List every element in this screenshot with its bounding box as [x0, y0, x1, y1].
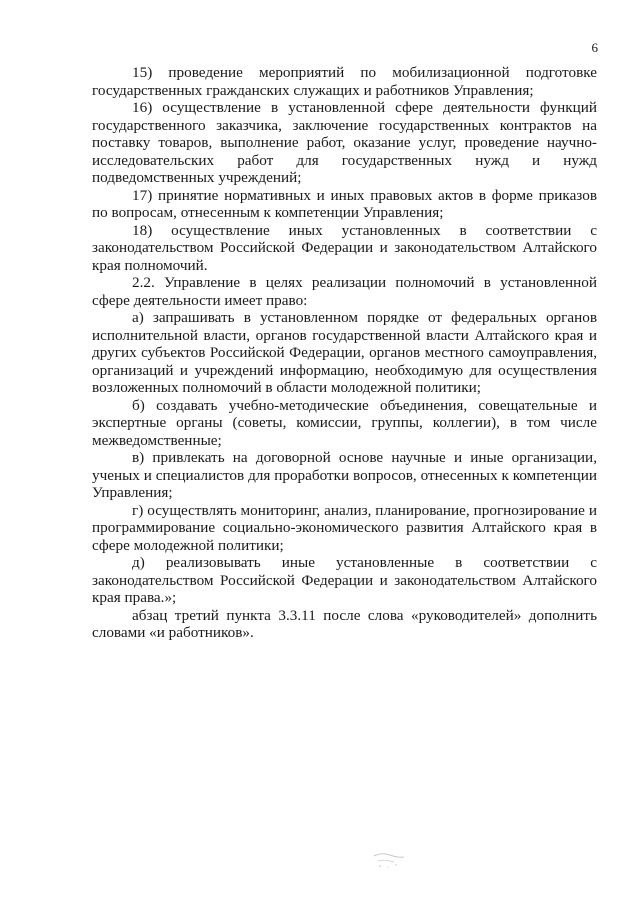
scan-artifact-icon: [368, 848, 408, 870]
section-2-2: 2.2. Управление в целях реализации полномочий в установленной сфере деятельности имеет право:: [92, 274, 597, 309]
clause-17: 17) принятие нормативных и иных правовых актов в форме приказов по вопросам, отнесенным к компетенции Управления;: [92, 186, 597, 221]
page-number: 6: [591, 40, 598, 55]
clause-16: 16) осуществление в установленной сфере деятельности функций государственного заказчика, заключение государственных контрактов на поставку товаров, выполнение работ, оказание услуг, проведение научно-исследовательских работ для государственных нужд и нужд подведомственных учреждений;: [92, 99, 597, 186]
document-body: [92, 64, 597, 642]
item-d: д) реализовывать иные установленные в соответствии с законодательством Российской Федерации и законодательством Алтайского края права.»;: [92, 554, 597, 606]
amendment-paragraph: абзац третий пункта 3.3.11 после слова «руководителей» дополнить словами «и работников».: [92, 606, 597, 641]
item-a: а) запрашивать в установленном порядке от федеральных органов исполнительной власти, органов государственной власти Алтайского края и других субъектов Российской Федерации, органов местного самоуправления, организаций и учреждений информацию, необходимую для осуществления возложенных полномочий в области молодежной политики;: [92, 309, 597, 396]
clause-18: 18) осуществление иных установленных в соответствии с законодательством Российской Федерации и законодательством Алтайского края полномочий.: [92, 221, 597, 274]
clause-15: 15) проведение мероприятий по мобилизационной подготовке государственных гражданских служащих и работников Управления;: [92, 64, 597, 99]
item-v: в) привлекать на договорной основе научные и иные организации, ученых и специалистов для проработки вопросов, отнесенных к компетенции Управления;: [92, 449, 597, 501]
item-g: г) осуществлять мониторинг, анализ, планирование, прогнозирование и программирование социально-экономического развития Алтайского края в сфере молодежной политики;: [92, 501, 597, 554]
item-b: б) создавать учебно-методические объединения, совещательные и экспертные органы (советы, комиссии, группы, коллегии), в том числе межведомственные;: [92, 396, 597, 449]
